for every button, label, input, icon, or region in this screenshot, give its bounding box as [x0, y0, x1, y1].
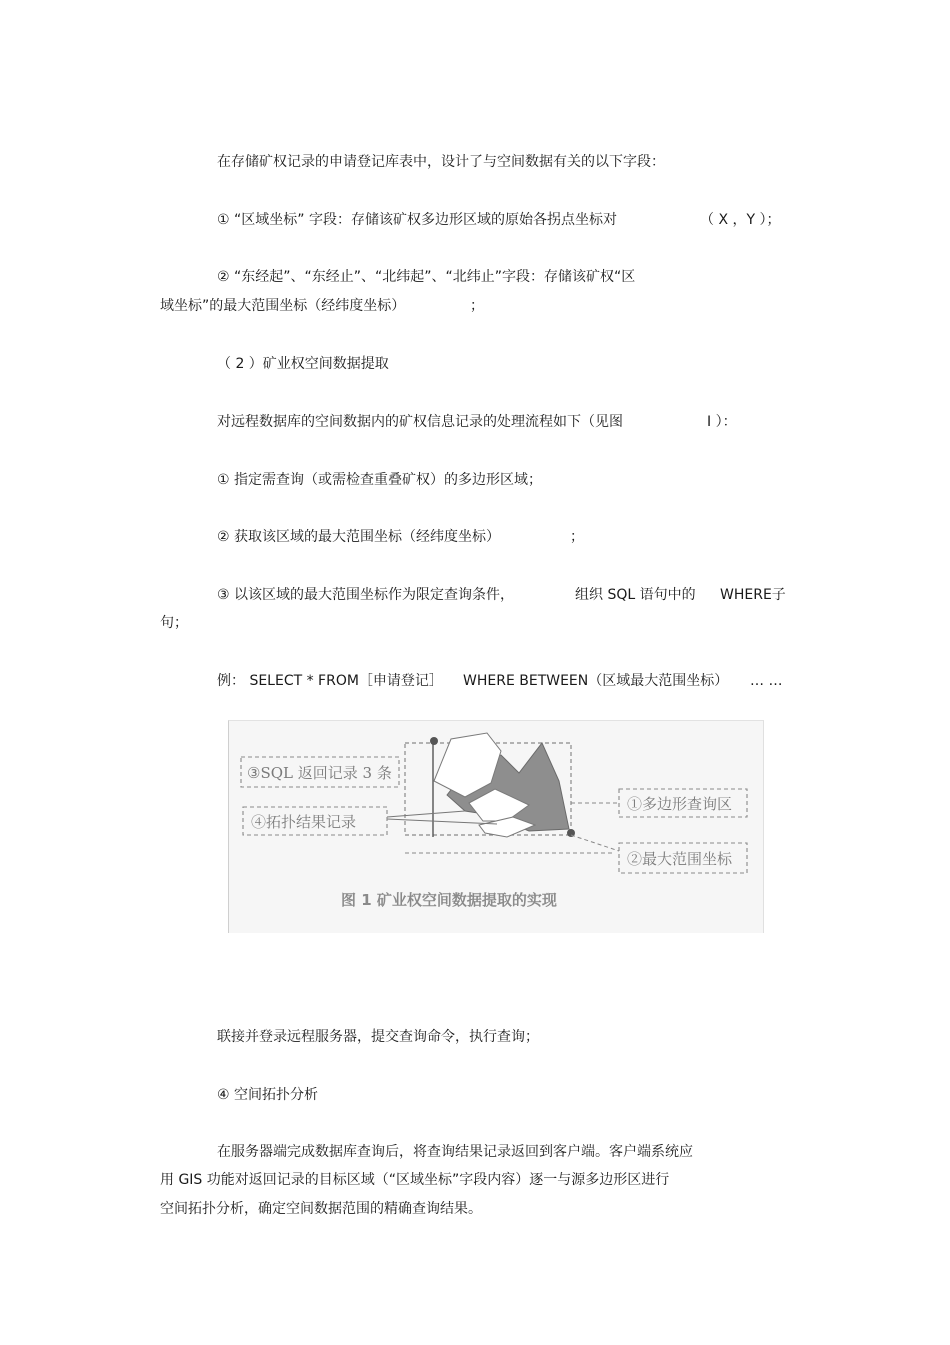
field-lonlat-range: ② “东经起”、“东经止”、“北纬起”、“北纬止”字段：存储该矿权“区	[217, 269, 636, 285]
process-intro-figref: I ）：	[707, 414, 737, 430]
topology-paragraph-line-3: 空间拓扑分析，确定空间数据范围的精确查询结果。	[160, 1201, 482, 1217]
label-max-range: ②最大范围坐标	[627, 850, 733, 868]
field-zone-coords: ① “区域坐标” 字段：存储该矿权多边形区域的原始各拐点坐标对	[217, 212, 617, 228]
label-topo-results: ④拓扑结果记录	[251, 813, 357, 831]
step-3-where: WHERE子	[720, 587, 786, 603]
paragraph-fields-intro: 在存储矿权记录的申请登记库表中，设计了与空间数据有关的以下字段：	[217, 154, 665, 170]
step-1: ① 指定需查询（或需检查重叠矿权）的多边形区域；	[217, 472, 542, 488]
step-3-sql: 组织 SQL 语句中的	[575, 587, 696, 603]
field-zone-coords-xy: （ X ，Y ）；	[700, 212, 781, 228]
step-3-cont: 句；	[160, 615, 188, 631]
range-corner-top-left	[430, 737, 438, 745]
step-connect: 联接并登录远程服务器，提交查询命令，执行查询；	[217, 1029, 539, 1045]
example-sql-ellipsis: … …	[750, 673, 783, 689]
process-intro: 对远程数据库的空间数据内的矿权信息记录的处理流程如下（见图	[217, 414, 623, 430]
topology-paragraph-line-2: 用 GIS 功能对返回记录的目标区域（“区域坐标”字段内容）逐一与源多边形区进行	[160, 1172, 670, 1188]
section-heading: （ 2 ）矿业权空间数据提取	[217, 356, 389, 372]
figure-caption: 图 1 矿业权空间数据提取的实现	[341, 891, 557, 909]
example-sql: 例： SELECT * FROM［申请登记］	[217, 673, 443, 689]
step-2-end: ；	[570, 529, 584, 545]
field-lonlat-range-cont: 域坐标”的最大范围坐标（经纬度坐标）	[160, 298, 406, 314]
step-4-topology: ④ 空间拓扑分析	[217, 1087, 319, 1103]
topology-paragraph-line-1: 在服务器端完成数据库查询后，将查询结果记录返回到客户端。客户端系统应	[217, 1144, 693, 1160]
label-polygon-area: ①多边形查询区	[627, 795, 733, 813]
example-sql-where: WHERE BETWEEN（区域最大范围坐标）	[463, 673, 729, 689]
step-2: ② 获取该区域的最大范围坐标（经纬度坐标）	[217, 529, 500, 545]
figure-spatial-extraction	[228, 720, 764, 933]
label-sql-records: ③SQL 返回记录 3 条	[247, 764, 392, 782]
step-3: ③ 以该区域的最大范围坐标作为限定查询条件，	[217, 587, 514, 603]
field-lonlat-range-end: ；	[470, 298, 484, 314]
